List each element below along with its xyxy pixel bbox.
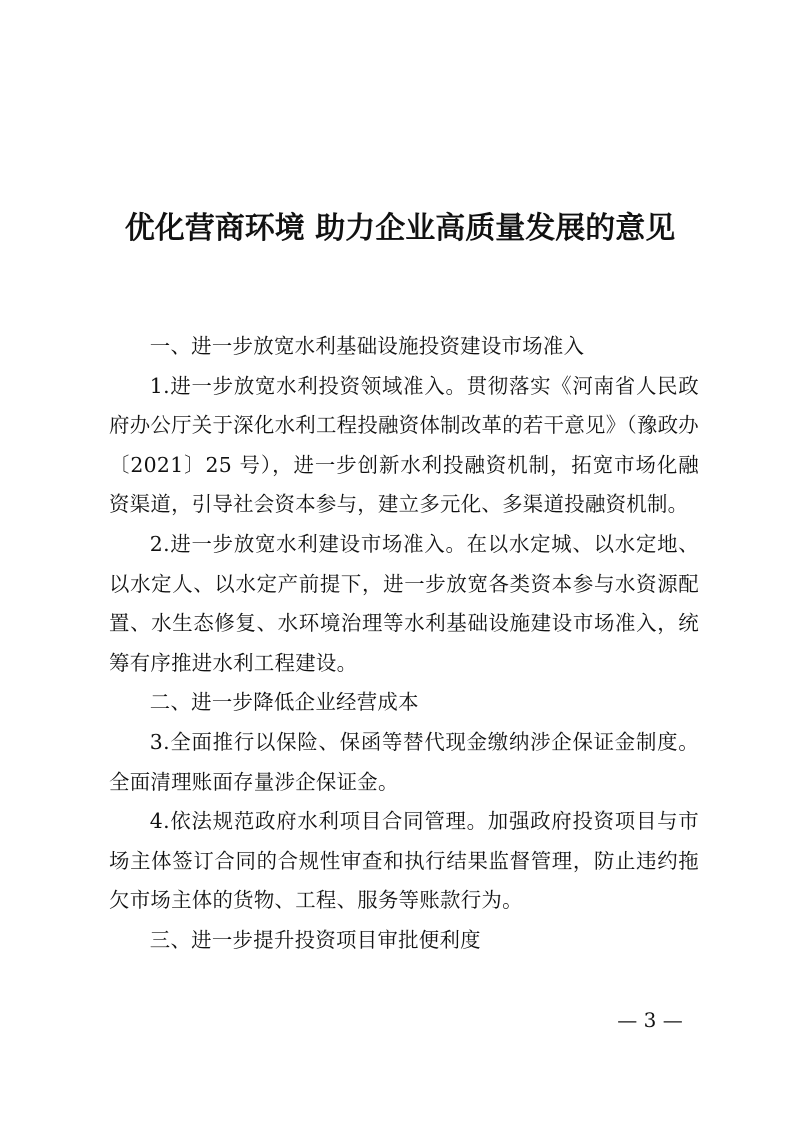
paragraph-3: 3.全面推行以保险、保函等替代现金缴纳涉企保证金制度。全面清理账面存量涉企保证金。 <box>109 729 699 794</box>
document-body <box>109 327 699 961</box>
document-title: 优化营商环境 助力企业高质量发展的意见 <box>124 211 676 246</box>
paragraph-1: 1.进一步放宽水利投资领域准入。贯彻落实《河南省人民政府办公厅关于深化水利工程投融资体制改革的若干意见》（豫政办〔2021〕25 号），进一步创新水利投融资机制，拓宽市场化融资渠道，引导社会资本参与，建立多元化、多渠道投融资机制。 <box>109 373 699 517</box>
paragraph-4: 4.依法规范政府水利项目合同管理。加强政府投资项目与市场主体签订合同的合规性审查和执行结果监督管理，防止违约拖欠市场主体的货物、工程、服务等账款行为。 <box>109 809 699 913</box>
page-number: — 3 — <box>617 1008 683 1032</box>
section-heading-2: 二、进一步降低企业经营成本 <box>149 690 419 715</box>
section-heading-1: 一、进一步放宽水利基础设施投资建设市场准入 <box>149 334 585 358</box>
paragraph-2: 2.进一步放宽水利建设市场准入。在以水定城、以水定地、以水定人、以水定产前提下，进一步放宽各类资本参与水资源配置、水生态修复、水环境治理等水利基础设施建设市场准入，统筹有序推进水利工程建设。 <box>109 531 699 675</box>
section-heading-3: 三、进一步提升投资项目审批便利度 <box>149 927 481 952</box>
